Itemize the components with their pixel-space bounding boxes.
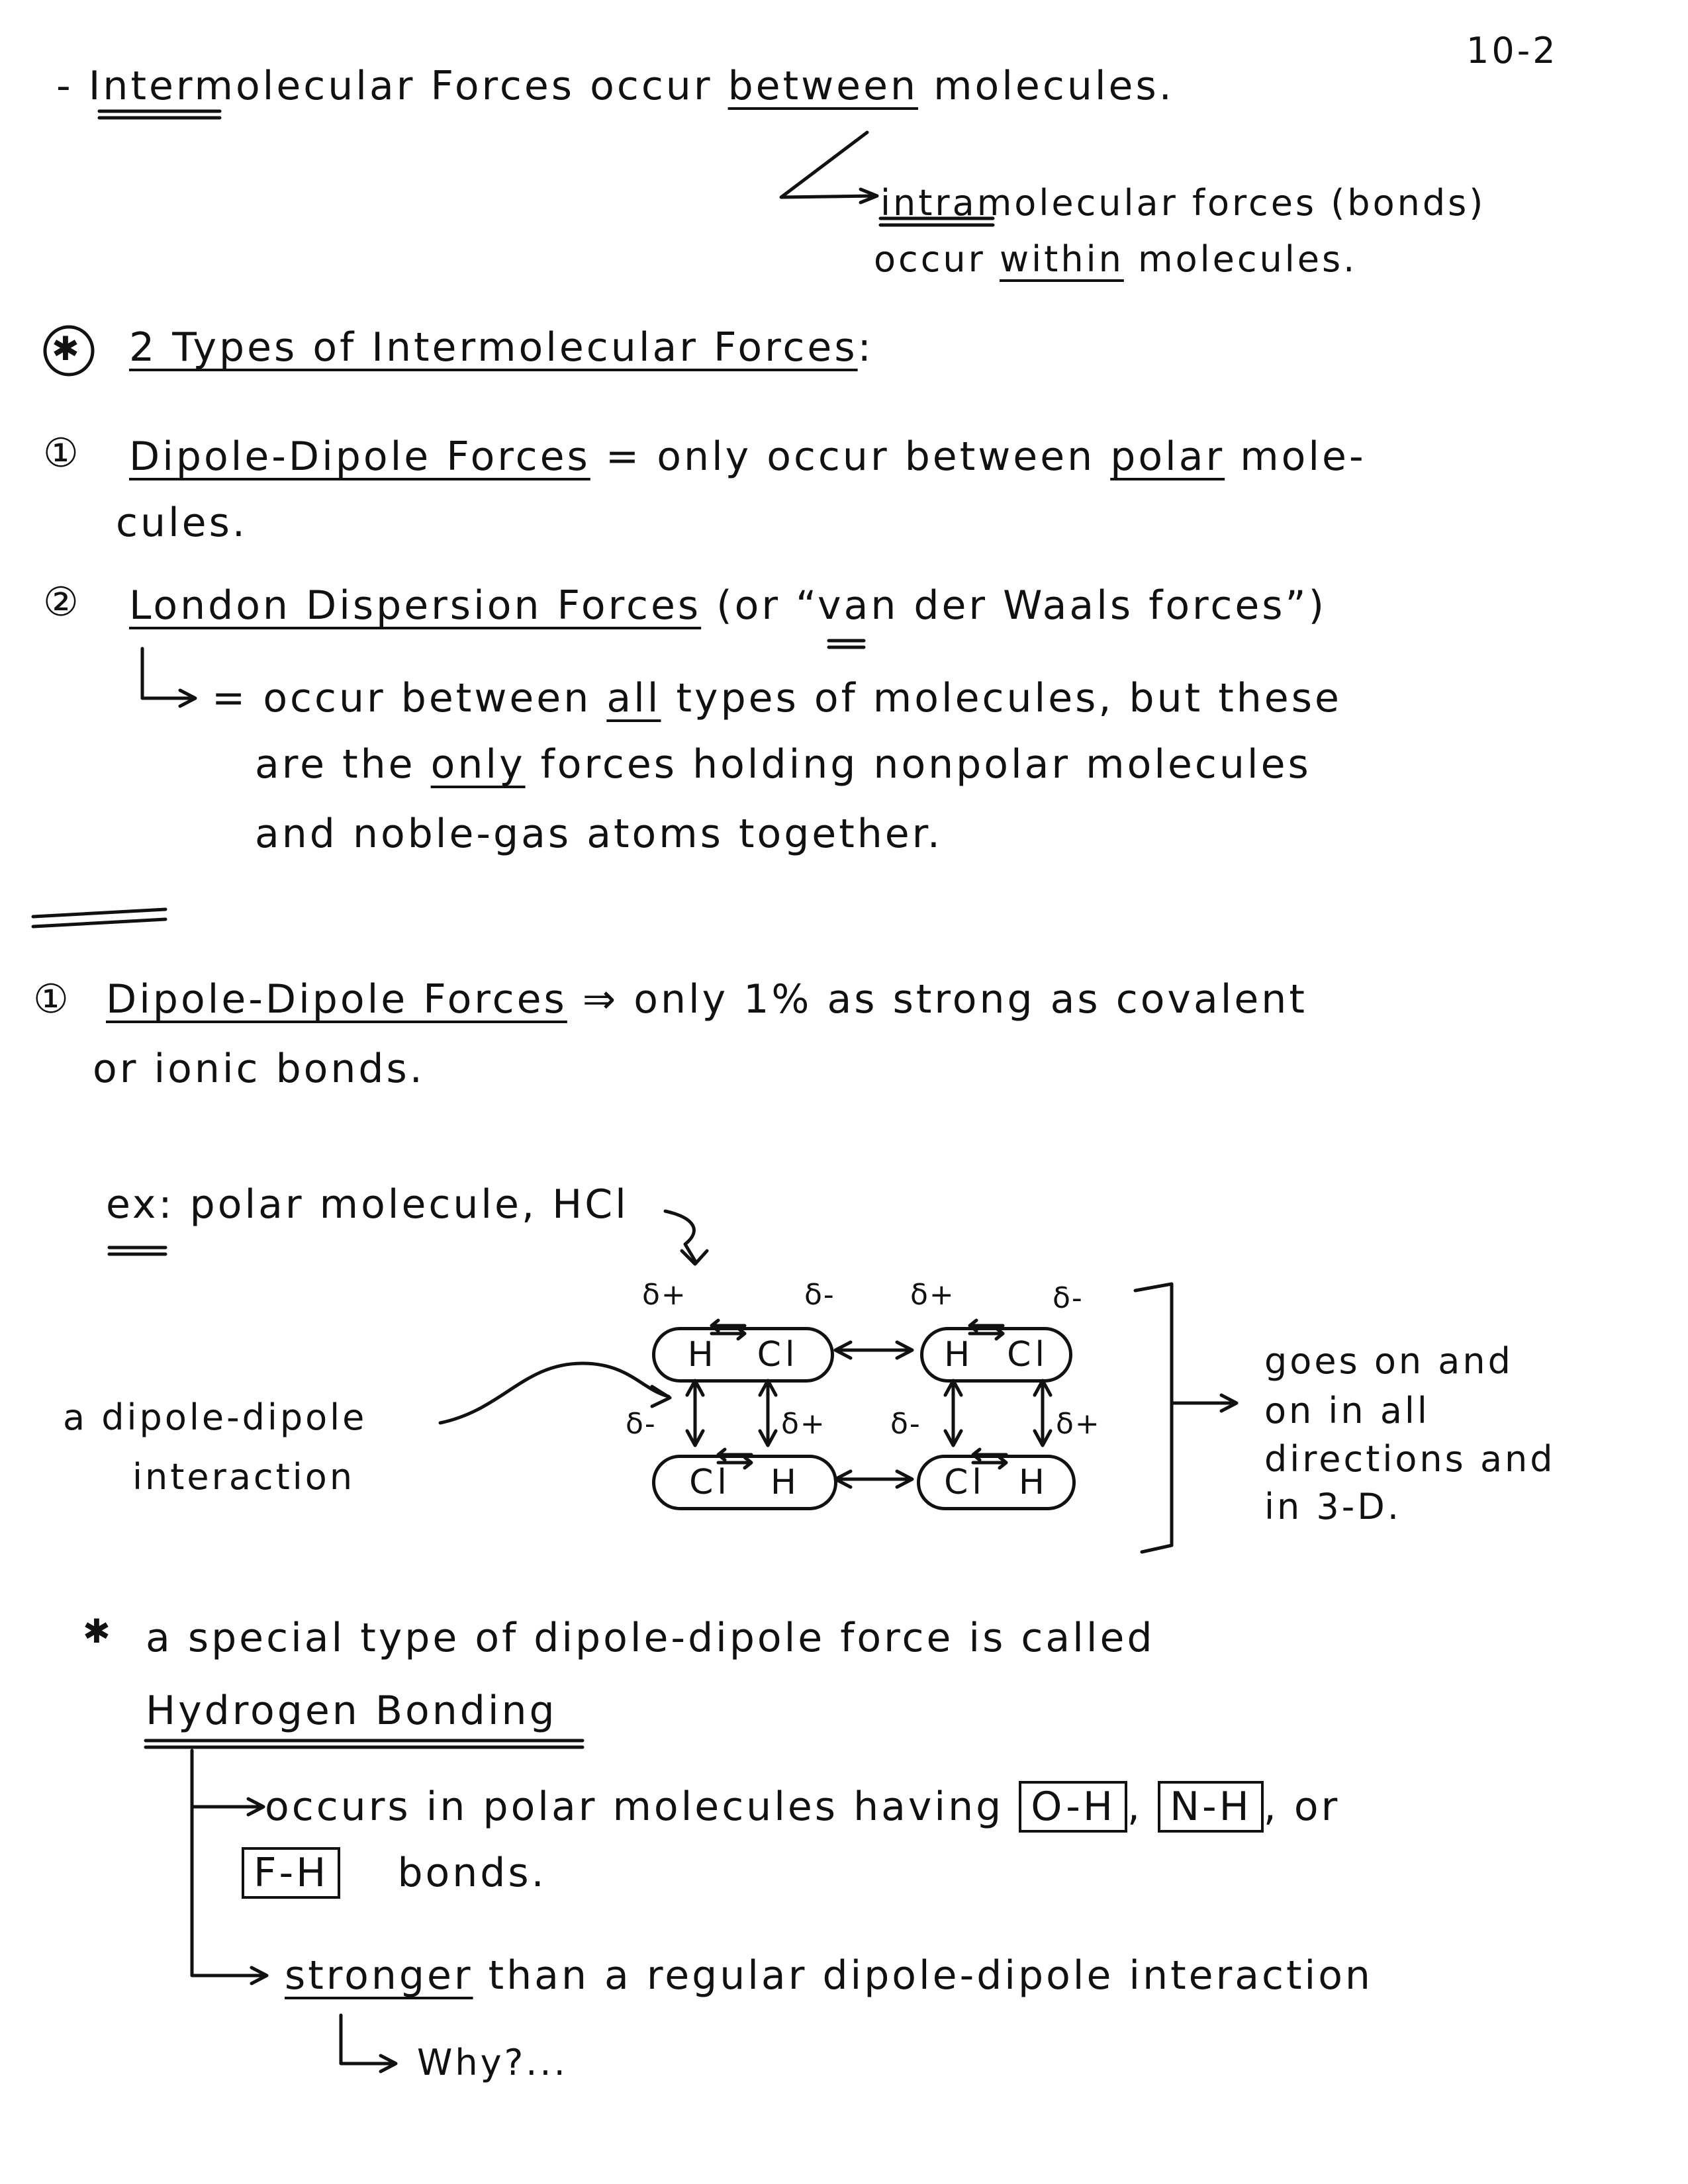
inter-double-underline xyxy=(99,111,220,118)
nh-box: N-H xyxy=(1158,1781,1264,1833)
molecule-bottom-left: Cl H xyxy=(652,1455,837,1510)
london-line2: are the only forces holding nonpolar molecules xyxy=(255,741,1311,788)
side-note-2: on in all xyxy=(1264,1390,1430,1432)
side-note-1: goes on and xyxy=(1264,1340,1513,1382)
delta-plus-4: δ+ xyxy=(1056,1407,1101,1441)
hcl-arrow xyxy=(665,1211,695,1261)
item1-number: ① xyxy=(43,430,81,477)
within-word: within xyxy=(1000,238,1124,280)
right-bracket xyxy=(1135,1284,1172,1552)
hbond-star-icon: ✱ xyxy=(83,1612,113,1651)
hbond-double-underline xyxy=(146,1741,583,1747)
page-number: 10-2 xyxy=(1466,30,1558,71)
delta-minus-2: δ- xyxy=(1053,1281,1084,1315)
london-term: London Dispersion Forces xyxy=(129,582,702,629)
annotation-line2: interaction xyxy=(132,1456,355,1498)
item1-line2: cules. xyxy=(116,500,248,546)
delta-minus-4: δ- xyxy=(890,1407,921,1441)
dipole-section-line: Dipole-Dipole Forces ⇒ only 1% as strong as covalent xyxy=(106,976,1307,1023)
delta-plus-1: δ+ xyxy=(642,1278,687,1312)
fh-box: F-H xyxy=(242,1847,340,1899)
or-double-underline xyxy=(829,641,864,647)
dipole-section-number: ① xyxy=(33,976,71,1023)
item1-line: Dipole-Dipole Forces = only occur between polar mole- xyxy=(129,433,1366,480)
ex-double-underline xyxy=(109,1248,165,1254)
london-line1: = occur between all types of molecules, but these xyxy=(212,675,1342,721)
inter-prefix: Inter xyxy=(88,63,195,109)
all-word: all xyxy=(606,675,661,721)
ex-label: ex xyxy=(106,1181,159,1228)
stronger-word: stronger xyxy=(285,1952,473,1999)
section-divider xyxy=(33,909,165,927)
delta-plus-2: δ+ xyxy=(910,1278,955,1312)
hbond-bonds-line: F-H bonds. xyxy=(242,1853,547,1893)
or-text: , or xyxy=(1263,1784,1340,1830)
between-word: between xyxy=(727,63,919,109)
hbond-term: Hydrogen Bonding xyxy=(146,1688,557,1734)
delta-minus-3: δ- xyxy=(626,1407,657,1441)
why-text: Why?... xyxy=(417,2042,568,2083)
polar-word: polar xyxy=(1110,433,1225,480)
molecule-top-left: H Cl xyxy=(652,1327,834,1383)
side-note-4: in 3-D. xyxy=(1264,1486,1401,1527)
star-icon: ✱ xyxy=(52,330,82,368)
item2-number: ② xyxy=(43,579,81,625)
delta-plus-3: δ+ xyxy=(781,1407,826,1441)
item2-line: London Dispersion Forces (or “van der Waals forces”) xyxy=(129,582,1327,629)
molecule-bottom-right: Cl H xyxy=(917,1455,1076,1510)
stronger-line: stronger than a regular dipole-dipole interaction xyxy=(285,1952,1373,1999)
dipole-term: Dipole-Dipole Forces xyxy=(129,433,590,480)
dipole-section-line2: or ionic bonds. xyxy=(93,1046,425,1092)
types-heading: 2 Types of Intermolecular Forces: xyxy=(129,324,874,371)
annotation-line1: a dipole-dipole xyxy=(63,1396,367,1438)
side-note-3: directions and xyxy=(1264,1438,1556,1480)
only-word: only xyxy=(430,741,526,788)
intra-line: intramolecular forces (bonds) xyxy=(880,182,1486,224)
molecule-top-right: H Cl xyxy=(920,1327,1072,1383)
example-line: ex: polar molecule, HCl xyxy=(106,1181,629,1228)
intro-line: - Intermolecular Forces occur between molecules. xyxy=(56,63,1174,109)
london-line3: and noble-gas atoms together. xyxy=(255,811,943,857)
delta-minus-1: δ- xyxy=(804,1278,835,1312)
why-hook-arrow xyxy=(341,2015,394,2064)
hbond-occurs-line: occurs in polar molecules having O-H , N-H , or xyxy=(265,1787,1340,1827)
within-line: occur within molecules. xyxy=(874,238,1358,280)
between-arrow xyxy=(781,132,874,197)
oh-box: O-H xyxy=(1019,1781,1127,1833)
hbond-line1: a special type of dipole-dipole force is called xyxy=(146,1615,1155,1661)
